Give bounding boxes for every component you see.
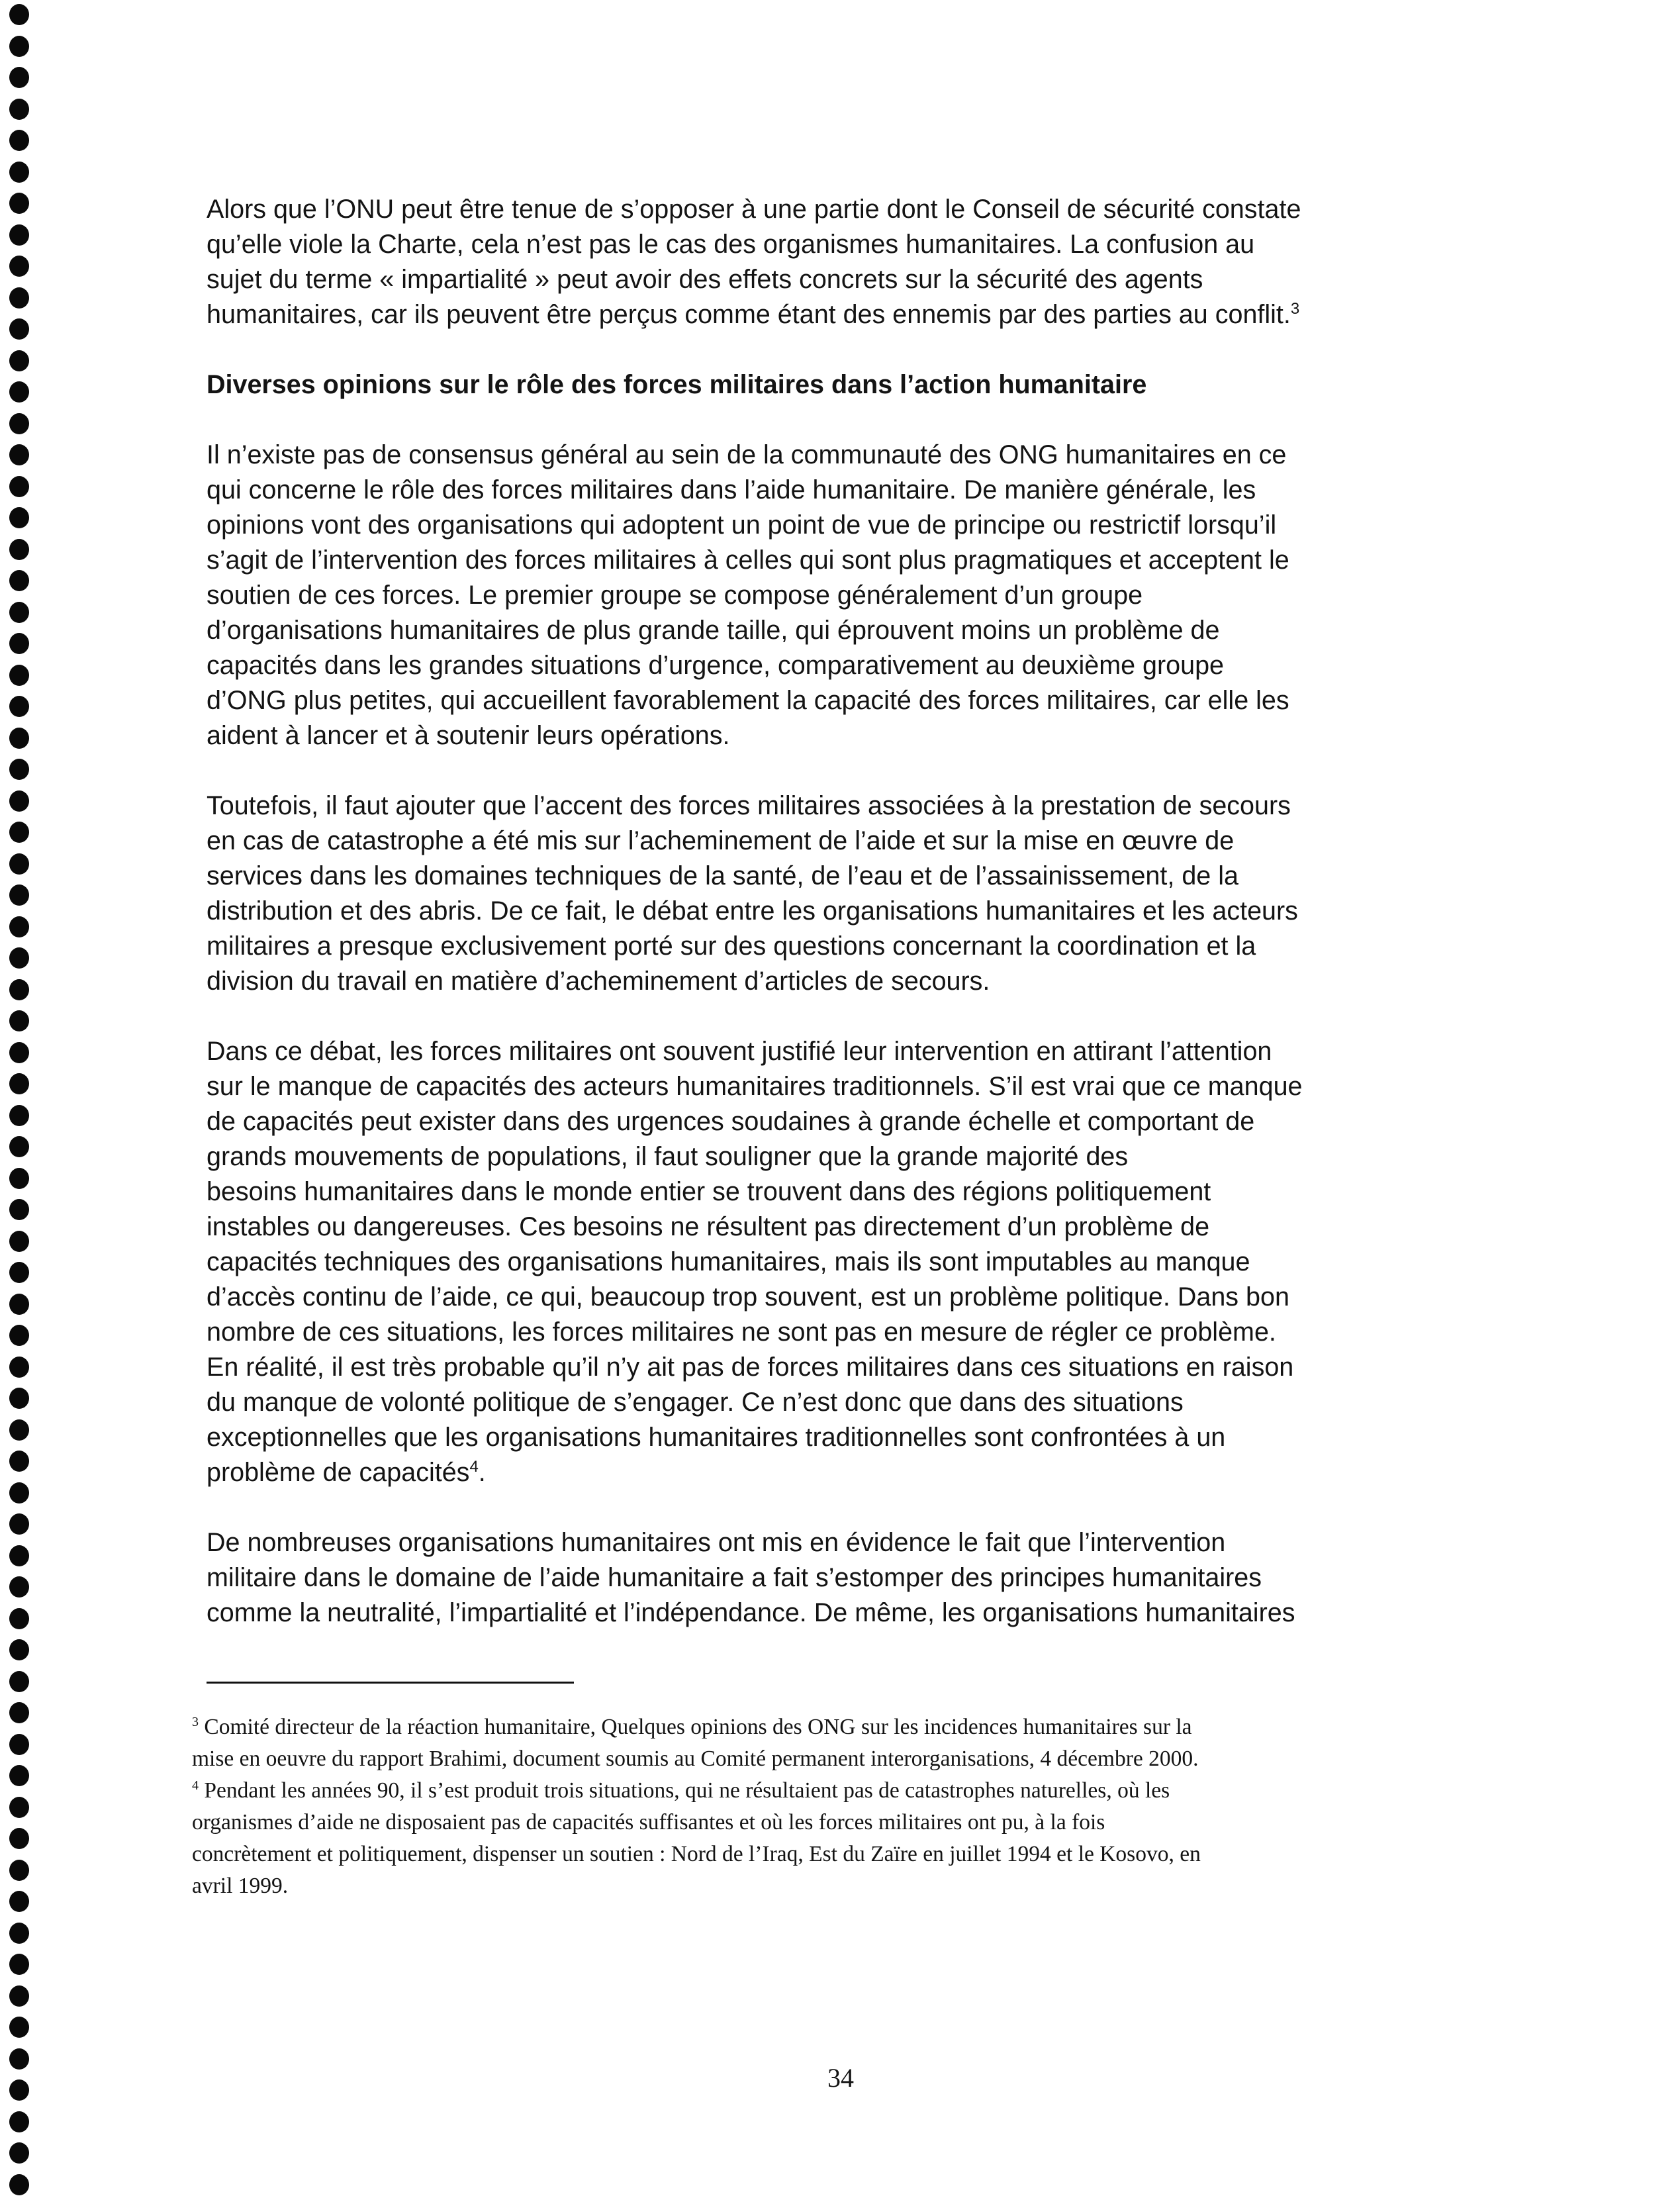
binder-hole [9,1923,29,1944]
footnote-3 [192,1711,1489,1775]
text-line: militaires a presque exclusivement porté sur des questions concernant la coordination et la [207,931,1256,961]
binder-hole [9,822,29,843]
binder-hole [9,1042,29,1063]
binder-hole [9,287,29,309]
binder-hole [9,350,29,371]
footnote-text: Pendant les années 90, il s’est produit trois situations, qui ne résultaient pas de catastrophes naturelles, où les [204,1778,1170,1803]
binder-hole [9,1073,29,1094]
binder-hole [9,2048,29,2070]
binder-hole [9,1702,29,1723]
binder-hole [9,1985,29,2007]
binder-hole [9,2079,29,2101]
binder-hole [9,130,29,151]
binder-hole [9,2174,29,2195]
text-line: En réalité, il est très probable qu’il n’y ait pas de forces militaires dans ces situations en raison [207,1353,1294,1382]
binder-hole [9,1168,29,1189]
footnote-text: Comité directeur de la réaction humanitaire, Quelques opinions des ONG sur les incidences humanitaires sur la [204,1715,1192,1739]
binder-hole [9,99,29,120]
binder-hole [9,1734,29,1755]
footnote-marker: 4 [192,1778,199,1793]
binder-hole [9,2111,29,2132]
text-line: du manque de volonté politique de s’engager. Ce n’est donc que dans des situations [207,1388,1184,1417]
footnote-line: organismes d’aide ne disposaient pas de capacités suffisantes et où les forces militaires ont pu, à la fois [192,1810,1105,1835]
binder-hole [9,1262,29,1283]
page-body [207,192,1484,1631]
text-line: Alors que l’ONU peut être tenue de s’opposer à une partie dont le Conseil de sécurité constate [207,195,1301,224]
footnote-4 [192,1775,1489,1902]
binder-hole [9,193,29,214]
binder-hole [9,853,29,875]
text-line-content: problème de capacités [207,1458,470,1487]
footnote-separator [207,1682,574,1684]
binder-hole [9,570,29,591]
binder-hole [9,539,29,560]
binder-hole [9,1294,29,1315]
binder-hole [9,1860,29,1881]
binder-hole [9,1388,29,1409]
binder-hole [9,665,29,686]
binder-hole [9,1639,29,1660]
binder-hole [9,916,29,937]
text-line: services dans les domaines techniques de la santé, de l’eau et de l’assainissement, de la [207,861,1238,890]
binder-hole [9,36,29,57]
binder-hole [9,318,29,340]
binder-hole [9,1357,29,1378]
paragraph-2 [207,438,1484,753]
text-line: besoins humanitaires dans le monde entier se trouvent dans des régions politiquement [207,1177,1211,1206]
text-line: qui concerne le rôle des forces militaires dans l’aide humanitaire. De manière générale, les [207,475,1256,504]
binder-hole [9,1954,29,1975]
footnote-line [192,1711,1489,1743]
text-line: De nombreuses organisations humanitaires ont mis en évidence le fait que l’intervention [207,1528,1226,1557]
text-line: capacités techniques des organisations humanitaires, mais ils sont imputables au manque [207,1247,1250,1276]
text-line: division du travail en matière d’acheminement d’articles de secours. [207,967,990,996]
text-line: capacités dans les grandes situations d’urgence, comparativement au deuxième groupe [207,651,1225,680]
text-line: de capacités peut exister dans des urgences soudaines à grande échelle et comportant de [207,1107,1255,1136]
binder-hole [9,1136,29,1157]
binder-hole [9,1671,29,1692]
text-line: qu’elle viole la Charte, cela n’est pas le cas des organismes humanitaires. La confusion au [207,230,1255,259]
text-line: sujet du terme « impartialité » peut avoir des effets concrets sur la sécurité des agents [207,265,1203,294]
paragraph-5 [207,1525,1484,1631]
binder-hole [9,476,29,497]
footnote-ref-4[interactable]: 4 [469,1457,479,1476]
binder-hole [9,1419,29,1441]
binder-hole [9,2142,29,2164]
text-line: sur le manque de capacités des acteurs humanitaires traditionnels. S’il est vrai que ce manque [207,1072,1303,1101]
footnote-line: concrètement et politiquement, dispenser un soutien : Nord de l’Iraq, Est du Zaïre en juillet 1994 et le Kosovo, en [192,1842,1201,1866]
binder-hole [9,224,29,246]
paragraph-1 [207,192,1484,332]
binder-hole [9,633,29,654]
binder-hole [9,1325,29,1346]
binder-hole [9,381,29,403]
page-number: 34 [827,2063,854,2093]
text-line: Il n’existe pas de consensus général au sein de la communauté des ONG humanitaires en ce [207,440,1287,469]
binder-hole [9,1482,29,1504]
binder-hole [9,1891,29,1912]
binder-hole [9,4,29,25]
binder-hole [9,759,29,780]
binder-hole [9,413,29,434]
binder-hole [9,696,29,717]
binder-hole [9,1199,29,1220]
text-line: opinions vont des organisations qui adoptent un point de vue de principe ou restrictif lorsqu’il [207,510,1277,540]
text-line: distribution et des abris. De ce fait, le débat entre les organisations humanitaires et les acteurs [207,896,1298,926]
footnote-ref-3[interactable]: 3 [1290,299,1300,318]
footnote-line: avril 1999. [192,1874,289,1898]
binder-hole [9,790,29,812]
footnote-marker: 3 [192,1714,199,1729]
sentence-end: . [478,1458,486,1487]
binder-hole [9,728,29,749]
text-line: aident à lancer et à soutenir leurs opérations. [207,721,730,750]
binder-hole [9,162,29,183]
binder-hole [9,507,29,528]
binder-hole [9,444,29,465]
text-line [207,297,1484,332]
binder-hole [9,1231,29,1252]
footnote-line: mise en oeuvre du rapport Brahimi, document soumis au Comité permanent interorganisations, 4 décembre 2000. [192,1746,1199,1771]
binder-hole [9,1797,29,1818]
text-line: nombre de ces situations, les forces militaires ne sont pas en mesure de régler ce problème. [207,1317,1276,1347]
text-line: soutien de ces forces. Le premier groupe se compose généralement d’un groupe [207,581,1143,610]
paragraph-3 [207,788,1484,999]
binder-holes [9,0,32,2196]
text-line: instables ou dangereuses. Ces besoins ne résultent pas directement d’un problème de [207,1212,1210,1241]
section-heading: Diverses opinions sur le rôle des forces militaires dans l’action humanitaire [207,370,1147,399]
text-line: en cas de catastrophe a été mis sur l’acheminement de l’aide et sur la mise en œuvre de [207,826,1235,855]
text-line: comme la neutralité, l’impartialité et l’indépendance. De même, les organisations humanitaires [207,1598,1295,1627]
binder-hole [9,884,29,906]
binder-hole [9,1765,29,1786]
text-line: Toutefois, il faut ajouter que l’accent des forces militaires associées à la prestation de secours [207,791,1291,820]
paragraph-4 [207,1034,1484,1490]
binder-hole [9,1513,29,1535]
binder-hole [9,1105,29,1126]
binder-hole [9,256,29,277]
text-line: d’organisations humanitaires de plus grande taille, qui éprouvent moins un problème de [207,616,1220,645]
binder-hole [9,2017,29,2038]
text-line-content: humanitaires, car ils peuvent être perçus comme étant des ennemis par des parties au conflit. [207,300,1291,329]
binder-hole [9,1576,29,1598]
text-line: d’accès continu de l’aide, ce qui, beaucoup trop souvent, est un problème politique. Dans bon [207,1282,1289,1312]
binder-hole [9,1545,29,1566]
text-line: grands mouvements de populations, il faut souligner que la grande majorité des [207,1142,1129,1171]
text-line: militaire dans le domaine de l’aide humanitaire a fait s’estomper des principes humanitaires [207,1563,1262,1592]
binder-hole [9,1010,29,1031]
text-line [207,1455,1484,1490]
binder-hole [9,1451,29,1472]
text-line: Dans ce débat, les forces militaires ont souvent justifié leur intervention en attirant l’attention [207,1037,1272,1066]
footnote-line [192,1775,1489,1807]
binder-hole [9,1828,29,1849]
footnotes [192,1711,1489,1902]
text-line: d’ONG plus petites, qui accueillent favorablement la capacité des forces militaires, car elle les [207,686,1289,715]
text-line: exceptionnelles que les organisations humanitaires traditionnelles sont confrontées à un [207,1423,1226,1452]
binder-hole [9,67,29,88]
binder-hole [9,1608,29,1629]
text-line: s’agit de l’intervention des forces militaires à celles qui sont plus pragmatiques et acceptent le [207,546,1289,575]
binder-hole [9,947,29,969]
binder-hole [9,602,29,623]
binder-hole [9,979,29,1000]
